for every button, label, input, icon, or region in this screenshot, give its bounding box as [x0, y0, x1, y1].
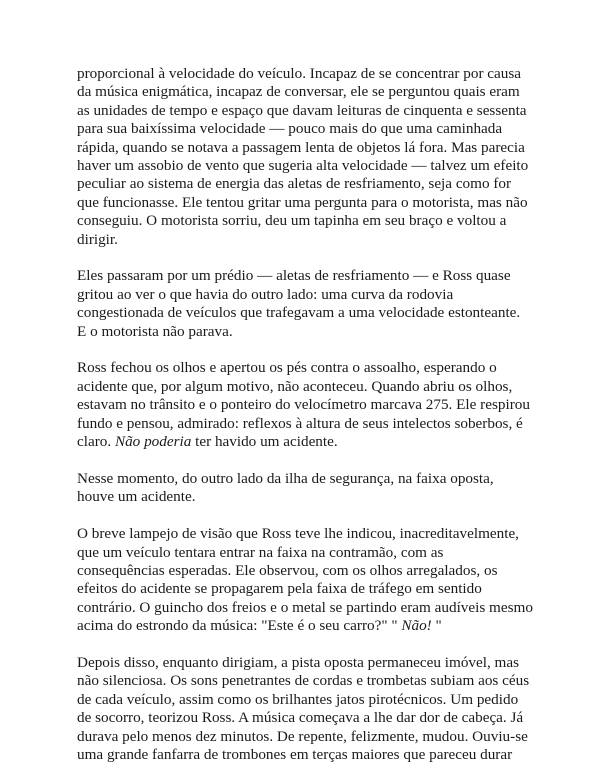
paragraph-3 [77, 359, 533, 451]
text-run: Depois disso, enquanto dirigiam, a pista oposta permaneceu imóvel, mas não silenciosa. Os sons penetrantes de cordas e trombetas subiam aos céus de cada veículo, assim como os brilhantes jatos pirotécnicos. Um pedido de socorro, teorizou Ross. A música começava a lhe dar dor de cabeça. Já durava pelo menos dez minutos. De repente, felizmente, mudou. Ouviu-se uma grande fanfarra de trombones em terças maiores que pareceu durar [77, 653, 530, 763]
emphasis-text: Não! [401, 617, 432, 635]
text-run: proporcional à velocidade do veículo. Incapaz de se concentrar por causa da música enigmática, incapaz de conversar, ele se perguntou quais eram as unidades de tempo e espaço que davam leituras de cinquenta e sessenta para sua baixíssima velocidade — pouco mais do que uma caminhada rápida, quando se notava a passagem lenta de objetos lá fora. Mas parecia haver um assobio de vento que sugeria alta velocidade — talvez um efeito peculiar ao sistema de energia das aletas de resfriamento, seja como for que funcionasse. Ele tentou gritar uma pergunta para o motorista, mas não conseguiu. O motorista sorriu, deu um tapinha em seu braço e voltou a dirigir. [77, 65, 529, 248]
paragraph-6 [77, 654, 533, 764]
body-text [77, 65, 533, 764]
text-run: Eles passaram por um prédio — aletas de resfriamento — e Ross quase gritou ao ver o que havia do outro lado: uma curva da rodovia congestionada de veículos que trafegavam a uma velocidade estonteante. E o motorista não parava. [77, 267, 521, 340]
text-run: Ross fechou os olhos e apertou os pés contra o assoalho, esperando o acidente que, por algum motivo, não aconteceu. Quando abriu os olhos, estavam no trânsito e o ponteiro do velocímetro marcava 275. Ele respirou fundo e pensou, admirado: reflexos à altura de seus intelectos soberbos, é claro. [77, 359, 530, 451]
paragraph-1 [77, 65, 533, 249]
emphasis-text: Não poderia [114, 433, 192, 451]
text-run: " [431, 617, 442, 635]
text-run: O breve lampejo de visão que Ross teve lhe indicou, inacreditavelmente, que um veículo tentara entrar na faixa na contramão, com as consequências esperadas. Ele observou, com os olhos arregalados, os efeitos do acidente se propagarem pela faixa de tráfego em sentido contrário. O guincho dos freios e o metal se partindo eram audíveis mesmo acima do estrondo da música: "Este é o seu carro?" " [77, 525, 533, 635]
text-run: Nesse momento, do outro lado da ilha de segurança, na faixa oposta, houve um acidente. [77, 469, 494, 506]
paragraph-4 [77, 470, 533, 507]
text-run: ter havido um acidente. [191, 433, 338, 451]
paragraph-5 [77, 525, 533, 635]
paragraph-2 [77, 267, 533, 341]
